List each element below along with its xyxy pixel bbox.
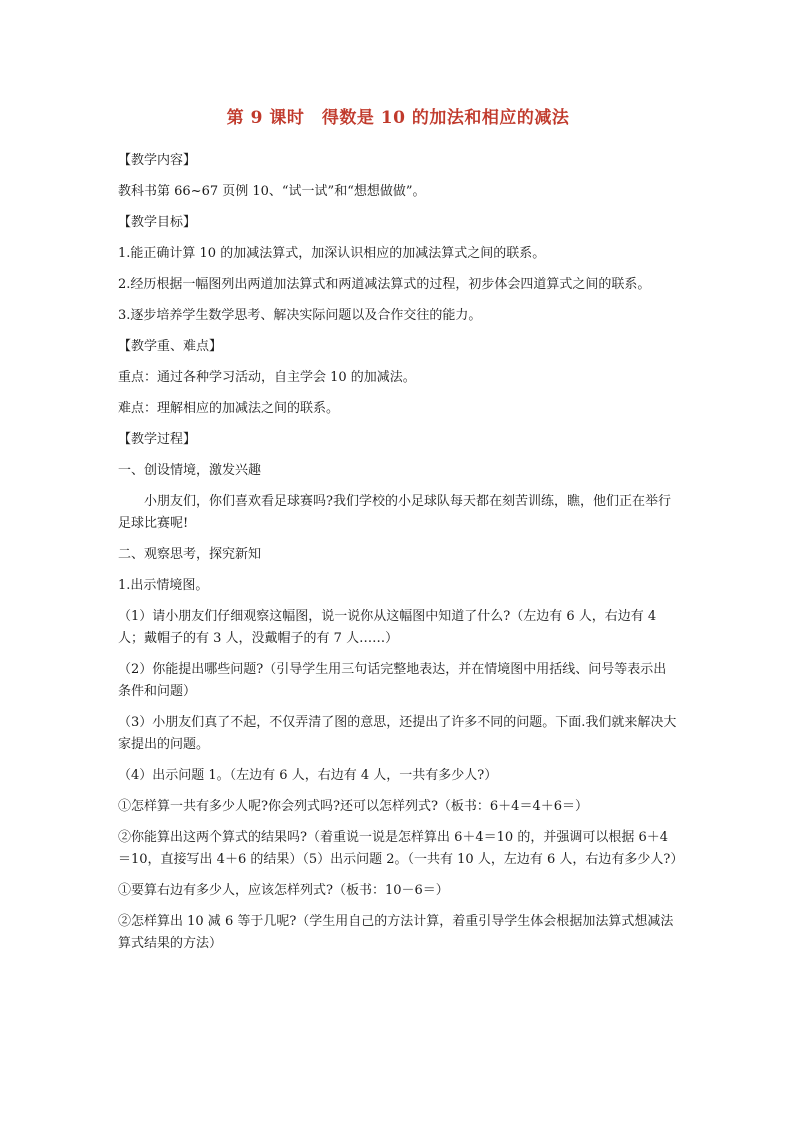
step-heading-1: 一、创设情境，激发兴趣 [118, 463, 262, 478]
section-heading-content: 【教学内容】 [118, 153, 197, 168]
step-heading-2: 二、观察思考，探究新知 [118, 547, 262, 562]
list-item-show-picture: 1.出示情境图。 [118, 578, 209, 593]
list-item-calc-results: ②你能算出这两个算式的结果吗?（着重说一说是怎样算出 6＋4＝10 的，并强调可以根据 6＋4＝10，直接写出 4＋6 的结果）（5）出示问题 2。（一共有 10 人，左边有 6 人，右边有多少人?） [118, 830, 684, 867]
list-item-ten-minus-six: ②怎样算出 10 减 6 等于几呢?（学生用自己的方法计算，着重引导学生体会根据加法算式想减法算式结果的方法） [118, 914, 674, 951]
goal-item-3: 3.逐步培养学生数学思考、解决实际问题以及合作交往的能力。 [118, 308, 482, 323]
page-title: 第 9 课时 得数是 10 的加法和相应的减法 [226, 108, 570, 128]
list-item-observe: （1）请小朋友们仔细观察这幅图，说一说你从这幅图中知道了什么?（左边有 6 人，右边有 4 人；戴帽子的有 3 人，没戴帽子的有 7 人……） [118, 609, 657, 646]
section-heading-process: 【教学过程】 [118, 432, 197, 447]
difficult-point: 难点：理解相应的加减法之间的联系。 [118, 401, 340, 416]
paragraph-textbook-pages: 教科书第 66~67 页例 10、“试一试”和“想想做做”。 [118, 184, 426, 199]
section-heading-key-points: 【教学重、难点】 [118, 339, 223, 354]
document-page [118, 103, 684, 964]
list-item-praise: （3）小朋友们真了不起，不仅弄清了图的意思，还提出了许多不同的问题。下面.我们就来解决大家提出的问题。 [118, 715, 677, 752]
section-heading-goals: 【教学目标】 [118, 215, 197, 230]
key-point: 重点：通过各种学习活动，自主学会 10 的加减法。 [118, 370, 416, 385]
goal-item-1: 1.能正确计算 10 的加减法算式，加深认识相应的加减法算式之间的联系。 [118, 246, 546, 261]
list-item-right-side: ①要算右边有多少人，应该怎样列式?（板书：10－6＝） [118, 883, 449, 898]
goal-item-2: 2.经历根据一幅图列出两道加法算式和两道减法算式的过程，初步体会四道算式之间的联系。 [118, 277, 651, 292]
list-item-ask-questions: （2）你能提出哪些问题?（引导学生用三句话完整地表达，并在情境图中用括线、问号等表示出条件和问题） [118, 662, 667, 699]
paragraph-intro: 小朋友们，你们喜欢看足球赛吗?我们学校的小足球队每天都在刻苦训练，瞧，他们正在举行足球比赛呢! [118, 494, 671, 531]
list-item-question-1: （4）出示问题 1。（左边有 6 人，右边有 4 人，一共有多少人?） [118, 768, 498, 783]
list-item-how-to-calc: ①怎样算一共有多少人呢?你会列式吗?还可以怎样列式?（板书：6＋4＝4＋6＝） [118, 799, 588, 814]
